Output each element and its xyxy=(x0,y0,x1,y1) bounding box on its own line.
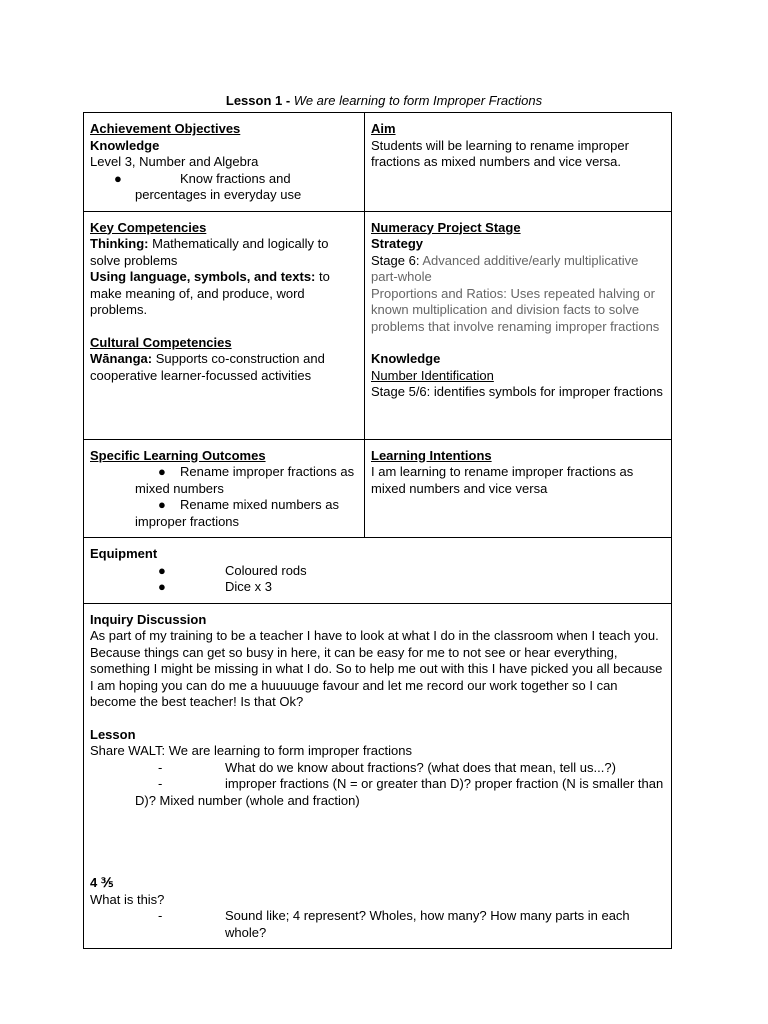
lesson-d2-line2: D)? Mixed number (whole and fraction) xyxy=(135,792,360,808)
equipment-item xyxy=(90,579,665,596)
language-label: Using language, symbols, and texts: xyxy=(90,269,316,284)
lesson-dash-3 xyxy=(90,908,665,941)
number-identification: Number Identification xyxy=(371,367,494,383)
wananga-text xyxy=(90,351,358,384)
bullet-text-cont: percentages in everyday use xyxy=(135,187,302,202)
slo-bullet-2 xyxy=(90,497,358,514)
row-objectives xyxy=(84,113,672,212)
row-lesson xyxy=(84,603,672,949)
lesson-plan-table xyxy=(83,112,672,949)
strategy-label: Strategy xyxy=(371,236,424,251)
lesson-walt: We are learning to form Improper Fractions xyxy=(293,93,543,108)
key-competencies-cell xyxy=(84,211,365,439)
thinking-label: Thinking: xyxy=(90,236,149,251)
aim-text: Students will be learning to rename improper fractions as mixed numbers and vice versa. xyxy=(371,137,629,169)
bullet-icon: ● xyxy=(158,497,166,512)
equipment-cell xyxy=(84,538,672,604)
wananga-desc: Supports co-construction and cooperative learner-focussed activities xyxy=(90,351,325,383)
bullet-item xyxy=(90,171,358,188)
slo-b1-line2: mixed numbers xyxy=(135,480,224,496)
language-text xyxy=(90,269,358,319)
lesson-title xyxy=(0,93,768,110)
lesson-d1: What do we know about fractions? (what does that mean, tell us...?) xyxy=(225,759,616,775)
thinking-desc: Mathematically and logically to solve problems xyxy=(90,236,329,268)
equipment-item-text: Dice x 3 xyxy=(225,579,272,594)
row-competencies xyxy=(84,211,672,439)
cultural-heading: Cultural Competencies xyxy=(90,334,232,350)
lesson-heading: Lesson xyxy=(90,726,136,742)
dash-icon: - xyxy=(158,759,163,775)
slo-b2-line1: Rename mixed numbers as xyxy=(180,497,339,512)
knowledge-label: Knowledge xyxy=(90,137,160,153)
stage56-text: Stage 5/6: identifies symbols for improper fractions xyxy=(371,384,663,399)
row-equipment xyxy=(84,538,672,604)
numeracy-cell xyxy=(365,211,672,439)
equipment-heading: Equipment xyxy=(90,546,158,561)
inquiry-heading: Inquiry Discussion xyxy=(90,611,207,627)
intentions-text: I am learning to rename improper fractions as mixed numbers and vice versa xyxy=(371,464,634,496)
key-competencies-heading: Key Competencies xyxy=(90,219,207,235)
bullet-icon: ● xyxy=(158,562,166,578)
stage-label: Stage 6: xyxy=(371,252,423,268)
slo-b1-line1: Rename improper fractions as xyxy=(180,464,355,479)
fraction-example: 4 ⅗ xyxy=(90,875,114,890)
equipment-item xyxy=(90,563,665,580)
row-outcomes xyxy=(84,439,672,538)
dash-icon: - xyxy=(158,908,163,923)
bullet-icon: ● xyxy=(158,464,166,479)
aim-cell xyxy=(365,113,672,212)
stage-text xyxy=(371,253,665,286)
aim-heading: Aim xyxy=(371,121,396,136)
share-walt: Share WALT: We are learning to form improper fractions xyxy=(90,743,412,758)
slo-b2-line2: improper fractions xyxy=(135,513,240,529)
bullet-text: Know fractions and xyxy=(180,170,291,186)
lesson-d3: Sound like; 4 represent? Wholes, how many? How many parts in each whole? xyxy=(225,908,630,940)
numeracy-knowledge-label: Knowledge xyxy=(371,351,441,366)
what-is-this: What is this? xyxy=(90,891,165,907)
slo-cell xyxy=(84,439,365,538)
level-text: Level 3, Number and Algebra xyxy=(90,154,259,169)
intentions-cell xyxy=(365,439,672,538)
stage-desc: Advanced additive/early multiplicative part-whole xyxy=(371,252,639,284)
achievement-objectives-cell xyxy=(84,113,365,212)
intentions-heading: Learning Intentions xyxy=(371,447,492,463)
inquiry-lesson-cell xyxy=(84,603,672,949)
lesson-dash-1 xyxy=(90,760,665,777)
equipment-item-text: Coloured rods xyxy=(225,562,307,578)
numeracy-heading: Numeracy Project Stage xyxy=(371,219,521,235)
proportions-text: Proportions and Ratios: Uses repeated halving or known multiplication and division facts to solve problems that involve renaming improper fractions xyxy=(371,285,660,334)
lesson-dash-2 xyxy=(90,776,665,793)
dash-icon: - xyxy=(158,776,163,791)
bullet-icon: ● xyxy=(158,579,166,594)
language-desc: to make meaning of, and produce, word problems. xyxy=(90,269,330,317)
lesson-d2-line1: improper fractions (N = or greater than D)? proper fraction (N is smaller than xyxy=(225,776,664,791)
thinking-text xyxy=(90,236,358,269)
slo-heading: Specific Learning Outcomes xyxy=(90,447,266,463)
wananga-label: Wānanga: xyxy=(90,351,153,366)
bullet-icon: ● xyxy=(114,170,122,186)
slo-bullet-1 xyxy=(90,464,358,481)
achievement-heading: Achievement Objectives xyxy=(90,121,241,136)
inquiry-text: As part of my training to be a teacher I have to look at what I do in the classroom when I teach you. Because things can get so busy in here, it can be easy for me to not see or hear everything, something I might be missing in what I do. So to help me out with this I have picked you all because I am hoping you can do me a huuuuuge favour and let me record our work together so I can become the best teacher! Is that Ok? xyxy=(90,628,663,709)
lesson-number: Lesson 1 - xyxy=(225,93,294,108)
